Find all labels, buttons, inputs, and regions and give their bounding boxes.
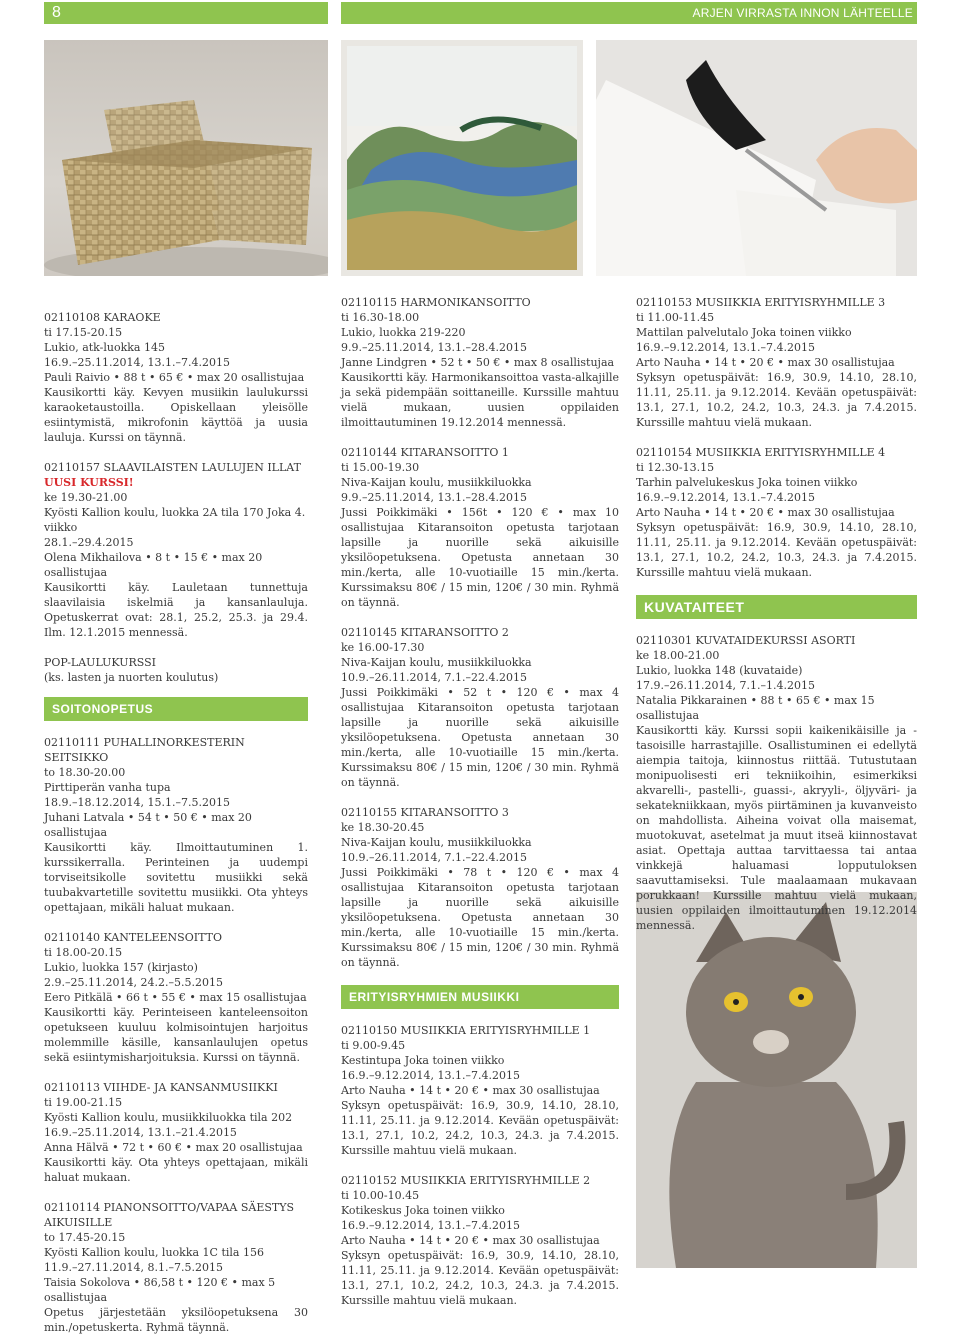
course-erityis1: [341, 1023, 619, 1158]
course-viihde: [44, 1080, 308, 1185]
course-place: Pirttiperän vanha tupa: [44, 781, 171, 794]
course-karaoke: [44, 310, 308, 445]
course-title: 02110108 KARAOKE: [44, 311, 161, 324]
course-teacher: Natalia Pikkarainen • 88 t • 65 € • max 15 osallistujaa: [636, 694, 875, 722]
course-kitara3: [341, 805, 619, 970]
column-left: [44, 310, 308, 1335]
course-time: ke 19.30-21.00: [44, 491, 128, 504]
course-description: Opetus järjestetään yksilöopetuksena 30 min./opetuskerta. Ryhmä täynnä.: [44, 1306, 308, 1334]
course-erityis2: [341, 1173, 619, 1308]
course-place: Lukio, luokka 157 (kirjasto): [44, 961, 198, 974]
course-title: 02110150 MUSIIKKIA ERITYISRYHMILLE 1: [341, 1024, 591, 1037]
landscape-painting-photo: [341, 40, 583, 276]
section-title: ARJEN VIRRASTA INNON LÄHTEELLE: [692, 6, 913, 20]
course-title: 02110155 KITARANSOITTO 3: [341, 806, 509, 819]
course-title: 02110301 KUVATAIDEKURSSI ASORTI: [636, 634, 856, 647]
course-place: Kestintupa Joka toinen viikko: [341, 1054, 505, 1067]
course-place: Kyösti Kallion koulu, luokka 1C tila 156: [44, 1246, 264, 1259]
course-time: ke 18.30-20.45: [341, 821, 425, 834]
course-time: ti 18.00-20.15: [44, 946, 123, 959]
course-kantele: [44, 930, 308, 1065]
course-kitara2: [341, 625, 619, 790]
course-puhallin: [44, 735, 308, 915]
course-place: Kotikeskus Joka toinen viikko: [341, 1204, 505, 1217]
course-time: ti 19.00-21.15: [44, 1096, 123, 1109]
course-dates: 16.9.–9.12.2014, 13.1.–7.4.2015: [341, 1069, 520, 1082]
course-description: Syksyn opetuspäivät: 16.9, 30.9, 14.10, 28.10, 11.11, 25.11. ja 9.12.2014. Kevään opetuspäivät: 13.1, 27.1, 10.2, 24.2, 10.3, 24.3. ja 7.4.2015. Kurssille mahtuu vielä mukaan.: [636, 371, 917, 429]
course-time: ti 15.00-19.30: [341, 461, 420, 474]
course-time: ti 11.00-11.45: [636, 311, 715, 324]
course-teacher: Taisia Sokolova • 86,58 t • 120 € • max 5 osallistujaa: [44, 1276, 276, 1304]
course-title: 02110154 MUSIIKKIA ERITYISRYHMILLE 4: [636, 446, 886, 459]
course-teacher: Arto Nauha • 14 t • 20 € • max 30 osallistujaa: [341, 1234, 600, 1247]
course-teacher: Arto Nauha • 14 t • 20 € • max 30 osallistujaa: [636, 506, 895, 519]
course-teacher: Pauli Raivio • 88 t • 65 € • max 20 osallistujaa: [44, 371, 305, 384]
course-dates: 16.9.–9.12.2014, 13.1.–7.4.2015: [341, 1219, 520, 1232]
course-title: 02110153 MUSIIKKIA ERITYISRYHMILLE 3: [636, 296, 886, 309]
course-dates: 16.9.–9.12.2014, 13.1.–7.4.2015: [636, 491, 815, 504]
course-place: Tarhin palvelukeskus Joka toinen viikko: [636, 476, 858, 489]
course-title: 02110114 PIANONSOITTO/VAPAA SÄESTYS AIKUISILLE: [44, 1201, 295, 1229]
course-dates: 9.9.–25.11.2014, 13.1.–28.4.2015: [341, 341, 527, 354]
section-band-kuvataiteet: KUVATAITEET: [636, 595, 917, 619]
course-description: Jussi Poikkimäki • 78 t • 120 € • max 4 osallistujaa Kitaransoiton opetusta tarjotaan lapsille ja nuorille sekä aikuisille yksilöopetuksena. Opetusta annetaan 30 min./kerta, alle 10-vuotiaille 15 min./kerta. Kurssimaksu 80€ / 15 min, 120€ / 30 min. Ryhmä on täynnä.: [341, 866, 619, 969]
course-description: Kausikortti käy. Perinteiseen kanteleensoiton opetukseen kuuluu kolmisointujen harjoitus molemmille käsille, kansanlaulujen opetus sekä esiintymisharjoituksia. Kurssi on täynnä.: [44, 1006, 308, 1064]
course-dates: 16.9.–25.11.2014, 13.1.–7.4.2015: [44, 356, 230, 369]
course-teacher: Olena Mikhailova • 8 t • 15 € • max 20 osallistujaa: [44, 551, 263, 579]
course-description: Syksyn opetuspäivät: 16.9, 30.9, 14.10, 28.10, 11.11, 25.11. ja 9.12.2014. Kevään opetuspäivät: 13.1, 27.1, 10.2, 24.2, 10.3, 24.3. ja 7.4.2015. Kurssille mahtuu vielä mukaan.: [341, 1099, 619, 1157]
course-erityis3: [636, 295, 917, 430]
course-time: to 18.30-20.00: [44, 766, 126, 779]
course-teacher: Arto Nauha • 14 t • 20 € • max 30 osallistujaa: [341, 1084, 600, 1097]
page-number-bar: [44, 2, 328, 24]
course-place: Niva-Kaijan koulu, musiikkiluokka: [341, 836, 532, 849]
course-place: Kyösti Kallion koulu, musiikkiluokka tila 202: [44, 1111, 293, 1124]
course-time: ke 18.00-21.00: [636, 649, 720, 662]
section-band-erityisryhmat: ERITYISRYHMIEN MUSIIKKI: [341, 985, 619, 1009]
course-time: ke 16.00-17.30: [341, 641, 425, 654]
course-description: Kausikortti käy. Kurssi sopii kaikenikäisille ja -tasoisille harrastajille. Osallistuminen ei edellytä aiempia taitoja, kiinnostus riittää. Tutustutaan monipuolisesti eri tekniikoihin, esimerkiksi akvarelli-, pastelli-, guassi-, akryyli-, öljyväri- ja sekatekniikkaan, myös piirtäminen ja kuvanveisto on mahdollista. Aiheina voivat olla maisemat, muotokuvat, asetelmat ja muut itseä kiinnostavat asiat. Opettaja auttaa tarvittaessa tai antaa vinkkejä haluamasi lopputuloksen saavuttamiseksi. Tule maalaamaan mukavaan porukkaan! Kurssille mahtuu vielä mukaan, uusien oppilaiden ilmoittautuminen 19.12.2014 mennessä.: [636, 724, 917, 932]
felt-cat-photo: [636, 892, 917, 1268]
course-piano: [44, 1200, 308, 1335]
course-dates: 16.9.–9.12.2014, 13.1.–7.4.2015: [636, 341, 815, 354]
course-description: Syksyn opetuspäivät: 16.9, 30.9, 14.10, 28.10, 11.11, 25.11. ja 9.12.2014. Kevään opetuspäivät: 13.1, 27.1, 10.2, 24.2, 10.3, 24.3. ja 7.4.2015. Kurssille mahtuu vielä mukaan.: [636, 521, 917, 579]
course-harmonikka: [341, 295, 619, 430]
course-teacher: Janne Lindgren • 52 t • 50 € • max 8 osallistujaa: [341, 356, 615, 369]
sewing-scissors-photo: [596, 40, 917, 276]
course-time: ti 12.30-13.15: [636, 461, 715, 474]
course-title: 02110113 VIIHDE- JA KANSANMUSIIKKI: [44, 1081, 278, 1094]
course-dates: 10.9.–26.11.2014, 7.1.–22.4.2015: [341, 851, 527, 864]
section-title-bar: [341, 2, 917, 24]
course-description: Kausikortti käy. Lauletaan tunnettuja slaavilaisia iskelmiä ja kansanlauluja. Opetuskerrat ovat: 28.1, 25.2, 25.3. ja 29.4. Ilm. 12.1.2015 mennessä.: [44, 581, 308, 639]
course-description: Kausikortti käy. Harmonikansoittoa vasta-alkajille ja sekä pidempään soittaneille. Kurssille mahtuu vielä mukaan, uusien oppilaiden ilmoittautuminen 19.12.2014 mennessä.: [341, 371, 619, 429]
course-dates: 11.9.–27.11.2014, 8.1.–7.5.2015: [44, 1261, 223, 1274]
course-place: Niva-Kaijan koulu, musiikkiluokka: [341, 656, 532, 669]
course-title: 02110111 PUHALLINORKESTERIN SEITSIKKO: [44, 736, 245, 764]
course-description: Syksyn opetuspäivät: 16.9, 30.9, 14.10, 28.10, 11.11, 25.11. ja 9.12.2014. Kevään opetuspäivät: 13.1, 27.1, 10.2, 24.2, 10.3, 24.3. ja 7.4.2015. Kurssille mahtuu vielä mukaan.: [341, 1249, 619, 1307]
course-dates: 18.9.–18.12.2014, 15.1.–7.5.2015: [44, 796, 230, 809]
section-band-soitonopetus: SOITONOPETUS: [44, 697, 308, 721]
course-time: to 17.45-20.15: [44, 1231, 126, 1244]
course-dates: 28.1.–29.4.2015: [44, 536, 134, 549]
course-time: ti 17.15-20.15: [44, 326, 123, 339]
course-place: Kyösti Kallion koulu, luokka 2A tila 170 Joka 4. viikko: [44, 506, 306, 534]
page-number: 8: [52, 4, 61, 21]
new-course-badge: UUSI KURSSI!: [44, 476, 134, 489]
course-teacher: Anna Hälvä • 72 t • 60 € • max 20 osallistujaa: [44, 1141, 303, 1154]
course-time: ti 10.00-10.45: [341, 1189, 420, 1202]
course-teacher: Eero Pitkälä • 66 t • 55 € • max 15 osallistujaa: [44, 991, 307, 1004]
course-title: POP-LAULUKURSSI: [44, 656, 157, 669]
course-title: 02110144 KITARANSOITTO 1: [341, 446, 509, 459]
course-description: Jussi Poikkimäki • 156t • 120 € • max 10 osallistujaa Kitaransoiton opetusta tarjotaan lapsille ja nuorille sekä aikuisille yksilöopetuksena. Opetusta annetaan 30 min./kerta, alle 10-vuotiaille 15 min./kerta. Kurssimaksu 80€ / 15 min, 120€ / 30 min. Ryhmä on täynnä.: [341, 506, 619, 609]
column-middle: [341, 295, 619, 1308]
course-time: ti 16.30-18.00: [341, 311, 420, 324]
course-dates: 9.9.–25.11.2014, 13.1.–28.4.2015: [341, 491, 527, 504]
course-erityis4: [636, 445, 917, 580]
course-dates: 16.9.–25.11.2014, 13.1.–21.4.2015: [44, 1126, 237, 1139]
course-place: Mattilan palvelutalo Joka toinen viikko: [636, 326, 852, 339]
course-note: (ks. lasten ja nuorten koulutus): [44, 671, 219, 684]
column-right: [636, 295, 917, 933]
course-description: Kausikortti käy. Ilmoittautuminen 1. kurssikerralla. Perinteinen ja uudempi torviseitsikolle sovitettu musiikki sekä tuubakvartetille sovitettu musiikki. Ota yhteys opettajaan, mikäli haluat mukaan.: [44, 841, 308, 914]
course-title: 02110140 KANTELEENSOITTO: [44, 931, 222, 944]
course-dates: 10.9.–26.11.2014, 7.1.–22.4.2015: [341, 671, 527, 684]
course-dates: 2.9.–25.11.2014, 24.2.–5.5.2015: [44, 976, 223, 989]
course-place: Lukio, luokka 219-220: [341, 326, 466, 339]
course-dates: 17.9.–26.11.2014, 7.1.–1.4.2015: [636, 679, 815, 692]
course-title: 02110115 HARMONIKANSOITTO: [341, 296, 531, 309]
course-teacher: Juhani Latvala • 54 t • 50 € • max 20 osallistujaa: [44, 811, 252, 839]
course-place: Lukio, atk-luokka 145: [44, 341, 165, 354]
course-place: Lukio, luokka 148 (kuvataide): [636, 664, 803, 677]
course-description: Kausikortti käy. Ota yhteys opettajaan, mikäli haluat mukaan.: [44, 1156, 308, 1184]
course-time: ti 9.00-9.45: [341, 1039, 406, 1052]
course-description: Jussi Poikkimäki • 52 t • 120 € • max 4 osallistujaa Kitaransoiton opetusta tarjotaan lapsille ja nuorille sekä aikuisille yksilöopetuksena. Opetusta annetaan 30 min./kerta, alle 10-vuotiaille 15 min./kerta. Kurssimaksu 80€ / 15 min, 120€ / 30 min. Ryhmä on täynnä.: [341, 686, 619, 789]
course-description: Kausikortti käy. Kevyen musiikin laulukurssi karaoketaustoilla. Opiskellaan yleisölle esiintymistä, mikrofonin käyttöä ja uusia lauluja. Kurssi on täynnä.: [44, 386, 308, 444]
course-pop: [44, 655, 308, 685]
course-place: Niva-Kaijan koulu, musiikkiluokka: [341, 476, 532, 489]
course-title: 02110152 MUSIIKKIA ERITYISRYHMILLE 2: [341, 1174, 591, 1187]
course-kitara1: [341, 445, 619, 610]
course-teacher: Arto Nauha • 14 t • 20 € • max 30 osallistujaa: [636, 356, 895, 369]
course-slaavi: [44, 460, 308, 640]
course-title: 02110157 SLAAVILAISTEN LAULUJEN ILLAT: [44, 461, 301, 474]
course-kuvataide: [636, 633, 917, 933]
basket-photo: [44, 40, 328, 276]
course-title: 02110145 KITARANSOITTO 2: [341, 626, 509, 639]
